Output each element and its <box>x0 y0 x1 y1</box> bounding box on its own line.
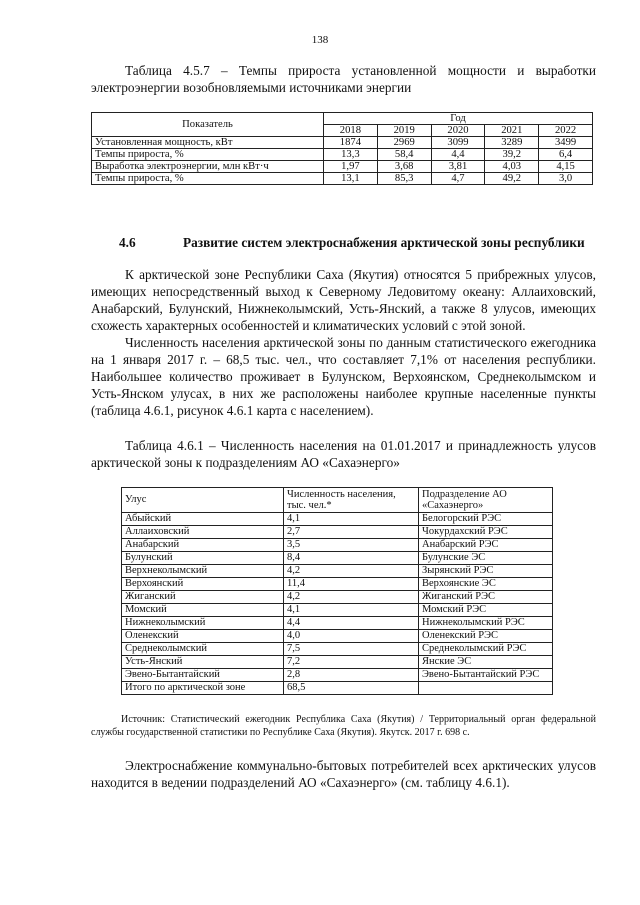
year-header: 2022 <box>539 125 593 137</box>
ulus-cell: Нижнеколымский <box>122 617 284 630</box>
table-cell: 13,3 <box>324 149 378 161</box>
body-text <box>91 266 596 419</box>
total-division <box>419 682 553 695</box>
year-header: 2019 <box>377 125 431 137</box>
section-number: 4.6 <box>119 235 136 250</box>
division-cell: Чокурдахский РЭС <box>419 526 553 539</box>
ulus-cell: Верхоянский <box>122 578 284 591</box>
population-cell: 4,1 <box>284 513 419 526</box>
table-cell: 3,68 <box>377 161 431 173</box>
table-row <box>122 552 553 565</box>
table1-caption: Таблица 4.5.7 – Темпы прироста установленной мощности и выработки электроэнергии возобновляемыми источниками энергии <box>91 63 596 95</box>
population-cell: 11,4 <box>284 578 419 591</box>
population-cell: 4,1 <box>284 604 419 617</box>
body-text-closing <box>91 757 596 791</box>
column-header: Численность населения, тыс. чел.* <box>284 488 419 513</box>
division-cell: Анабарский РЭС <box>419 539 553 552</box>
table-row <box>122 669 553 682</box>
ulus-cell: Усть-Янский <box>122 656 284 669</box>
table-cell: 3,0 <box>539 173 593 185</box>
table-cell: 39,2 <box>485 149 539 161</box>
table-row <box>122 513 553 526</box>
population-cell: 4,2 <box>284 565 419 578</box>
table-row <box>122 591 553 604</box>
table-cell: 58,4 <box>377 149 431 161</box>
population-cell: 4,4 <box>284 617 419 630</box>
row-label: Темпы прироста, % <box>92 149 324 161</box>
population-cell: 2,8 <box>284 669 419 682</box>
ulus-cell: Среднеколымский <box>122 643 284 656</box>
renewables-growth-table <box>91 112 593 185</box>
population-cell: 2,7 <box>284 526 419 539</box>
paragraph: К арктической зоне Республики Саха (Якутия) относятся 5 прибрежных улусов, имеющих непосредственный выход к Северному Ледовитому океану: Аллаиховский, Анабарский, Булунский, Нижнеколымский, Усть-Янский, а также 8 улусов, имеющих схожесть характерных особенностей и климатических условий с этой зоной. <box>91 267 596 333</box>
population-cell: 8,4 <box>284 552 419 565</box>
division-cell: Среднеколымский РЭС <box>419 643 553 656</box>
ulus-cell: Булунский <box>122 552 284 565</box>
source-note: Источник: Статистический ежегодник Республика Саха (Якутия) / Территориальный орган федеральной службы государственной статистики по Республике Саха (Якутия). Якутск. 2017 г. 698 с. <box>91 714 596 738</box>
table-cell: 85,3 <box>377 173 431 185</box>
table-row <box>122 565 553 578</box>
population-cell: 3,5 <box>284 539 419 552</box>
population-cell: 7,5 <box>284 643 419 656</box>
population-cell: 7,2 <box>284 656 419 669</box>
total-value: 68,5 <box>284 682 419 695</box>
ulus-cell: Аллаиховский <box>122 526 284 539</box>
table-row <box>92 137 593 149</box>
ulus-cell: Верхнеколымский <box>122 565 284 578</box>
division-cell: Верхоянские ЭС <box>419 578 553 591</box>
table-cell: 3499 <box>539 137 593 149</box>
table-cell: 2969 <box>377 137 431 149</box>
population-cell: 4,2 <box>284 591 419 604</box>
table-row <box>92 161 593 173</box>
table-cell: 3289 <box>485 137 539 149</box>
table-cell: 3099 <box>431 137 485 149</box>
column-header: Год <box>324 113 593 125</box>
table-cell: 1,97 <box>324 161 378 173</box>
division-cell: Булунские ЭС <box>419 552 553 565</box>
page-number: 138 <box>311 34 329 46</box>
column-header: Показатель <box>92 113 324 137</box>
population-cell: 4,0 <box>284 630 419 643</box>
division-cell: Зырянский РЭС <box>419 565 553 578</box>
ulus-cell: Оленекский <box>122 630 284 643</box>
table-row <box>122 526 553 539</box>
row-label: Установленная мощность, кВт <box>92 137 324 149</box>
division-cell: Эвено-Бытантайский РЭС <box>419 669 553 682</box>
section-title: Развитие систем электроснабжения арктической зоны республики <box>183 235 585 250</box>
row-label: Темпы прироста, % <box>92 173 324 185</box>
section-heading <box>91 235 596 251</box>
table-cell: 3,81 <box>431 161 485 173</box>
column-header: Подразделение АО «Сахаэнерго» <box>419 488 553 513</box>
division-cell: Белогорский РЭС <box>419 513 553 526</box>
ulus-cell: Абыйский <box>122 513 284 526</box>
table-cell: 6,4 <box>539 149 593 161</box>
paragraph: Электроснабжение коммунально-бытовых потребителей всех арктических улусов находится в ведении подразделений АО «Сахаэнерго» (см. таблицу 4.6.1). <box>91 758 596 790</box>
table-header-row <box>92 113 593 125</box>
table-row <box>122 604 553 617</box>
row-label: Выработка электроэнергии, млн кВт·ч <box>92 161 324 173</box>
table-row <box>92 149 593 161</box>
table-cell: 4,15 <box>539 161 593 173</box>
year-header: 2020 <box>431 125 485 137</box>
table-row <box>122 578 553 591</box>
table-cell: 1874 <box>324 137 378 149</box>
table-row <box>122 656 553 669</box>
table-cell: 13,1 <box>324 173 378 185</box>
table-row <box>122 630 553 643</box>
table-row <box>122 539 553 552</box>
year-header: 2021 <box>485 125 539 137</box>
table2-caption: Таблица 4.6.1 – Численность населения на 01.01.2017 и принадлежность улусов арктической зоны к подразделениям АО «Сахаэнерго» <box>91 438 596 470</box>
ulus-cell: Момский <box>122 604 284 617</box>
table-row <box>122 643 553 656</box>
total-label: Итого по арктической зоне <box>122 682 284 695</box>
table-cell: 4,4 <box>431 149 485 161</box>
table-header-row <box>122 488 553 513</box>
table-row <box>92 173 593 185</box>
column-header: Улус <box>122 488 284 513</box>
population-table <box>121 487 553 695</box>
table-row <box>122 617 553 630</box>
table-total-row <box>122 682 553 695</box>
division-cell: Оленекский РЭС <box>419 630 553 643</box>
division-cell: Янские ЭС <box>419 656 553 669</box>
ulus-cell: Жиганский <box>122 591 284 604</box>
division-cell: Жиганский РЭС <box>419 591 553 604</box>
year-header: 2018 <box>324 125 378 137</box>
ulus-cell: Эвено-Бытантайский <box>122 669 284 682</box>
paragraph: Численность населения арктической зоны по данным статистического ежегодника на 1 января 2017 г. – 68,5 тыс. чел., что составляет 7,1% от населения республики. Наибольшее количество проживает в Булунском, Верхоянском, Среднеколымском и Усть-Янском улусах, в них же расположены наиболее крупные населенные пункты (таблица 4.6.1, рисунок 4.6.1 карта с населением). <box>91 335 596 418</box>
ulus-cell: Анабарский <box>122 539 284 552</box>
table-cell: 49,2 <box>485 173 539 185</box>
table-cell: 4,7 <box>431 173 485 185</box>
table-cell: 4,03 <box>485 161 539 173</box>
division-cell: Момский РЭС <box>419 604 553 617</box>
division-cell: Нижнеколымский РЭС <box>419 617 553 630</box>
